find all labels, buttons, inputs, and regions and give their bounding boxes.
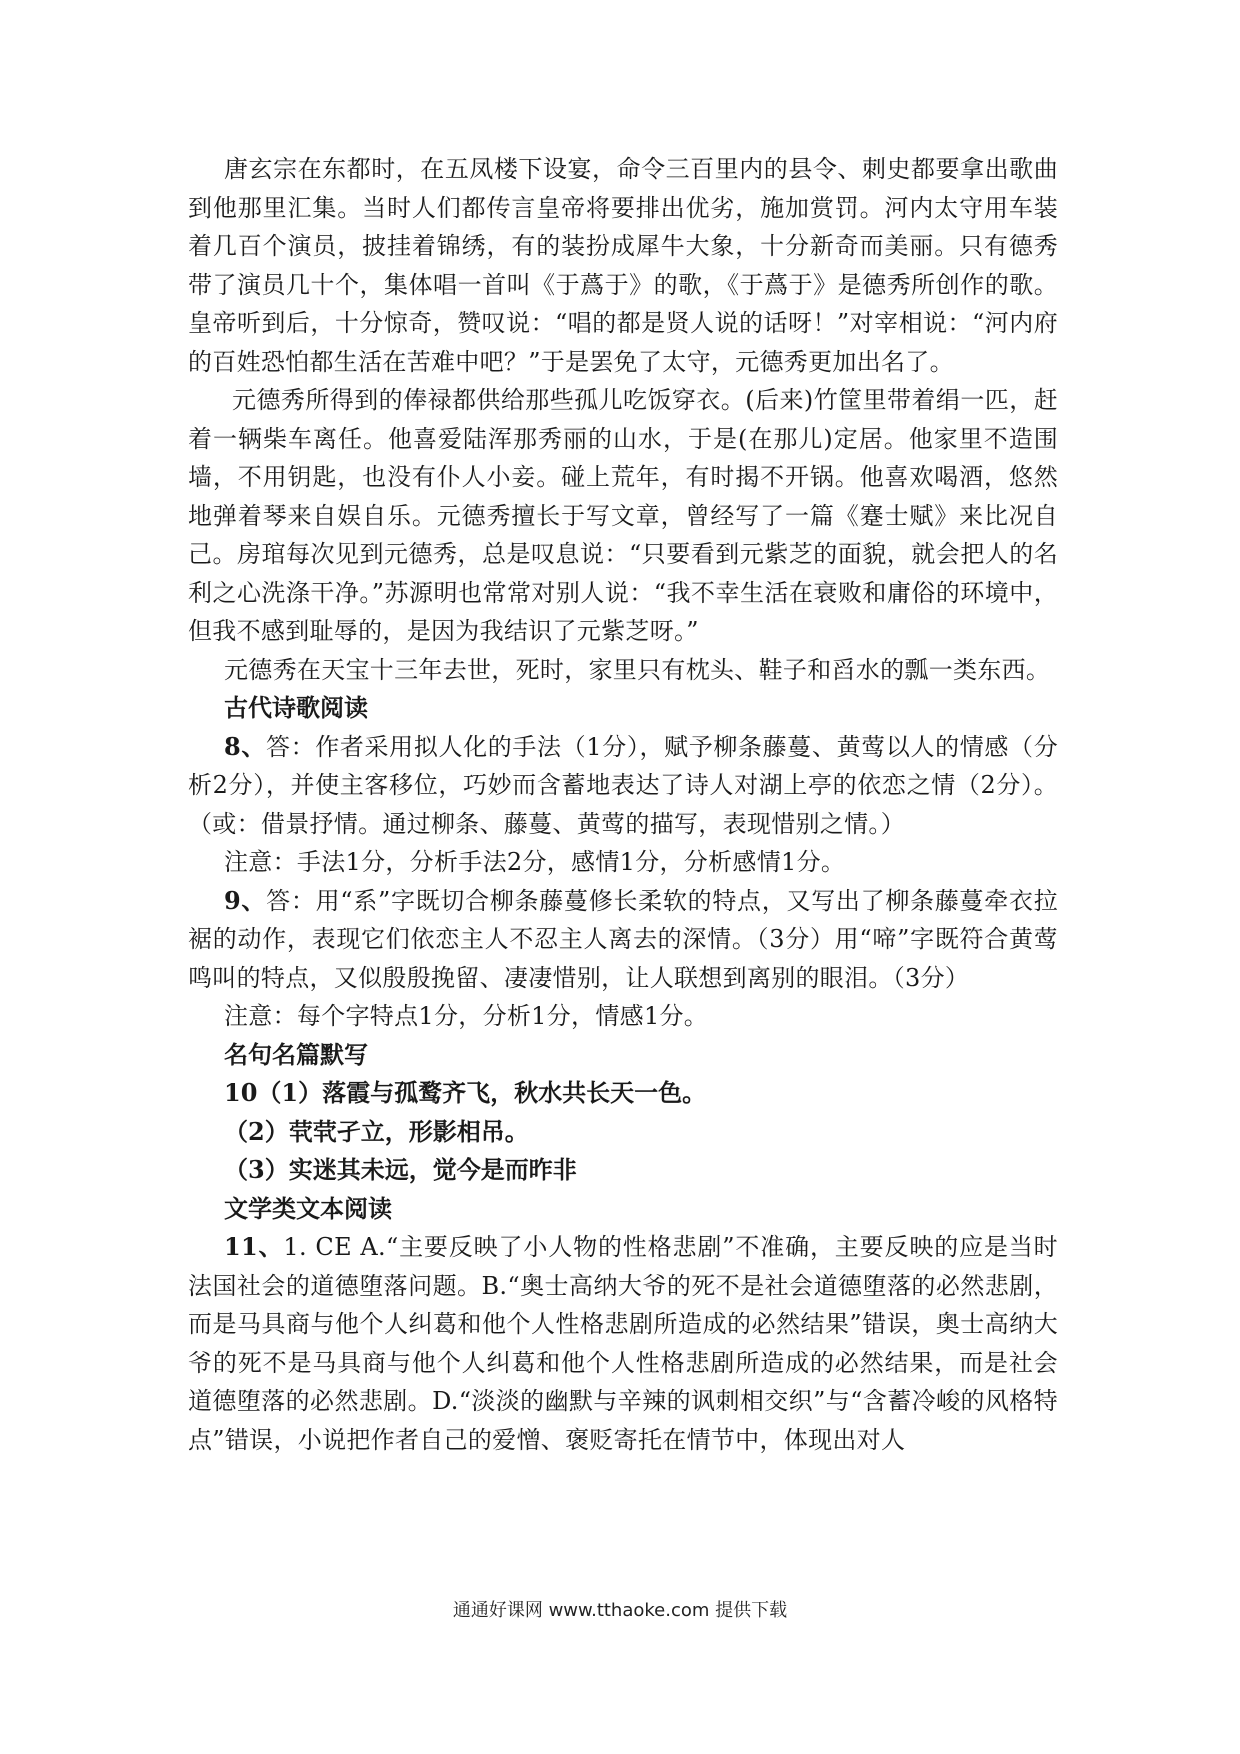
dictation-line-3: （3）实迷其未远，觉今是而昨非	[224, 1155, 577, 1184]
document-body	[188, 150, 1058, 1459]
translation-paragraph-3: 元德秀在天宝十三年去世，死时，家里只有枕头、鞋子和舀水的瓢一类东西。	[224, 655, 1051, 684]
translation-paragraph-2: 元德秀所得到的俸禄都供给那些孤儿吃饭穿衣。(后来)竹筐里带着绢一匹，赶着一辆柴车离任。他喜爱陆浑那秀丽的山水，于是(在那儿)定居。他家里不造围墙，不用钥匙，也没有仆人小妾。碰上荒年，有时揭不开锅。他喜欢喝酒，悠然地弹着琴来自娱自乐。元德秀擅长于写文章，曾经写了一篇《蹇士赋》来比况自己。房琯每次见到元德秀，总是叹息说：“只要看到元紫芝的面貌，就会把人的名利之心洗涤干净。”苏源明也常常对别人说：“我不幸生活在衰败和庸俗的环境中，但我不感到耻辱的，是因为我结识了元紫芝呀。”	[188, 386, 1058, 645]
note-q9: 注意：每个字特点1分，分析1分，情感1分。	[224, 1002, 709, 1030]
dictation-line-2: （2）茕茕孑立，形影相吊。	[224, 1116, 529, 1146]
answer-text: 答：作者采用拟人化的手法（1分），赋予柳条藤蔓、黄莺以人的情感（分析2分），并使主客移位，巧妙而含蓄地表达了诗人对湖上亭的依恋之情（2分）。（或：借景抒情。通过柳条、藤蔓、黄莺的描写，表现惜别之情。）	[188, 732, 1058, 838]
question-number: 8、	[224, 731, 266, 761]
section-heading-literature: 文学类文本阅读	[224, 1194, 392, 1223]
question-number: 9、	[224, 885, 267, 915]
answer-text: 1. CE A.“主要反映了小人物的性格悲剧”不准确，主要反映的应是当时法国社会的道德堕落问题。B.“奥士高纳大爷的死不是社会道德堕落的必然悲剧，而是马具商与他个人纠葛和他个人性格悲剧所造成的必然结果”错误，奥士高纳大爷的死不是马具商与他个人纠葛和他个人性格悲剧所造成的必然结果，而是社会道德堕落的必然悲剧。D.“淡淡的幽默与辛辣的讽刺相交织”与“含蓄冷峻的风格特点”错误，小说把作者自己的爱憎、褒贬寄托在情节中，体现出对人	[188, 1233, 1058, 1454]
section-heading-poetry: 古代诗歌阅读	[224, 694, 368, 722]
page-footer: 通通好课网 www.tthaoke.com 提供下载	[452, 1600, 788, 1621]
translation-paragraph-1: 唐玄宗在东都时，在五凤楼下设宴，命令三百里内的县令、刺史都要拿出歌曲到他那里汇集。当时人们都传言皇帝将要排出优劣，施加赏罚。河内太守用车装着几百个演员，披挂着锦绣，有的装扮成犀牛大象，十分新奇而美丽。只有德秀带了演员几十个，集体唱一首叫《于蔿于》的歌，《于蔿于》是德秀所创作的歌。皇帝听到后，十分惊奇，赞叹说：“唱的都是贤人说的话呀！”对宰相说：“河内府的百姓恐怕都生活在苦难中吧？”于是罢免了太守，元德秀更加出名了。	[188, 155, 1058, 376]
dictation-line-1: 10（1）落霞与孤鹜齐飞，秋水共长天一色。	[224, 1078, 707, 1107]
section-heading-dictation: 名句名篇默写	[224, 1040, 368, 1069]
answer-q8	[188, 728, 1058, 844]
note-q8: 注意：手法1分，分析手法2分，感情1分，分析感情1分。	[224, 848, 846, 876]
answer-q11	[188, 1228, 1058, 1459]
question-number: 11、	[224, 1232, 284, 1261]
answer-q9	[188, 882, 1058, 998]
answer-text: 答：用“系”字既切合柳条藤蔓修长柔软的特点，又写出了柳条藤蔓牵衣拉裾的动作，表现它们依恋主人不忍主人离去的深情。（3分）用“啼”字既符合黄莺鸣叫的特点，又似殷殷挽留、凄凄惜别，让人联想到离别的眼泪。（3分）	[188, 886, 1058, 992]
